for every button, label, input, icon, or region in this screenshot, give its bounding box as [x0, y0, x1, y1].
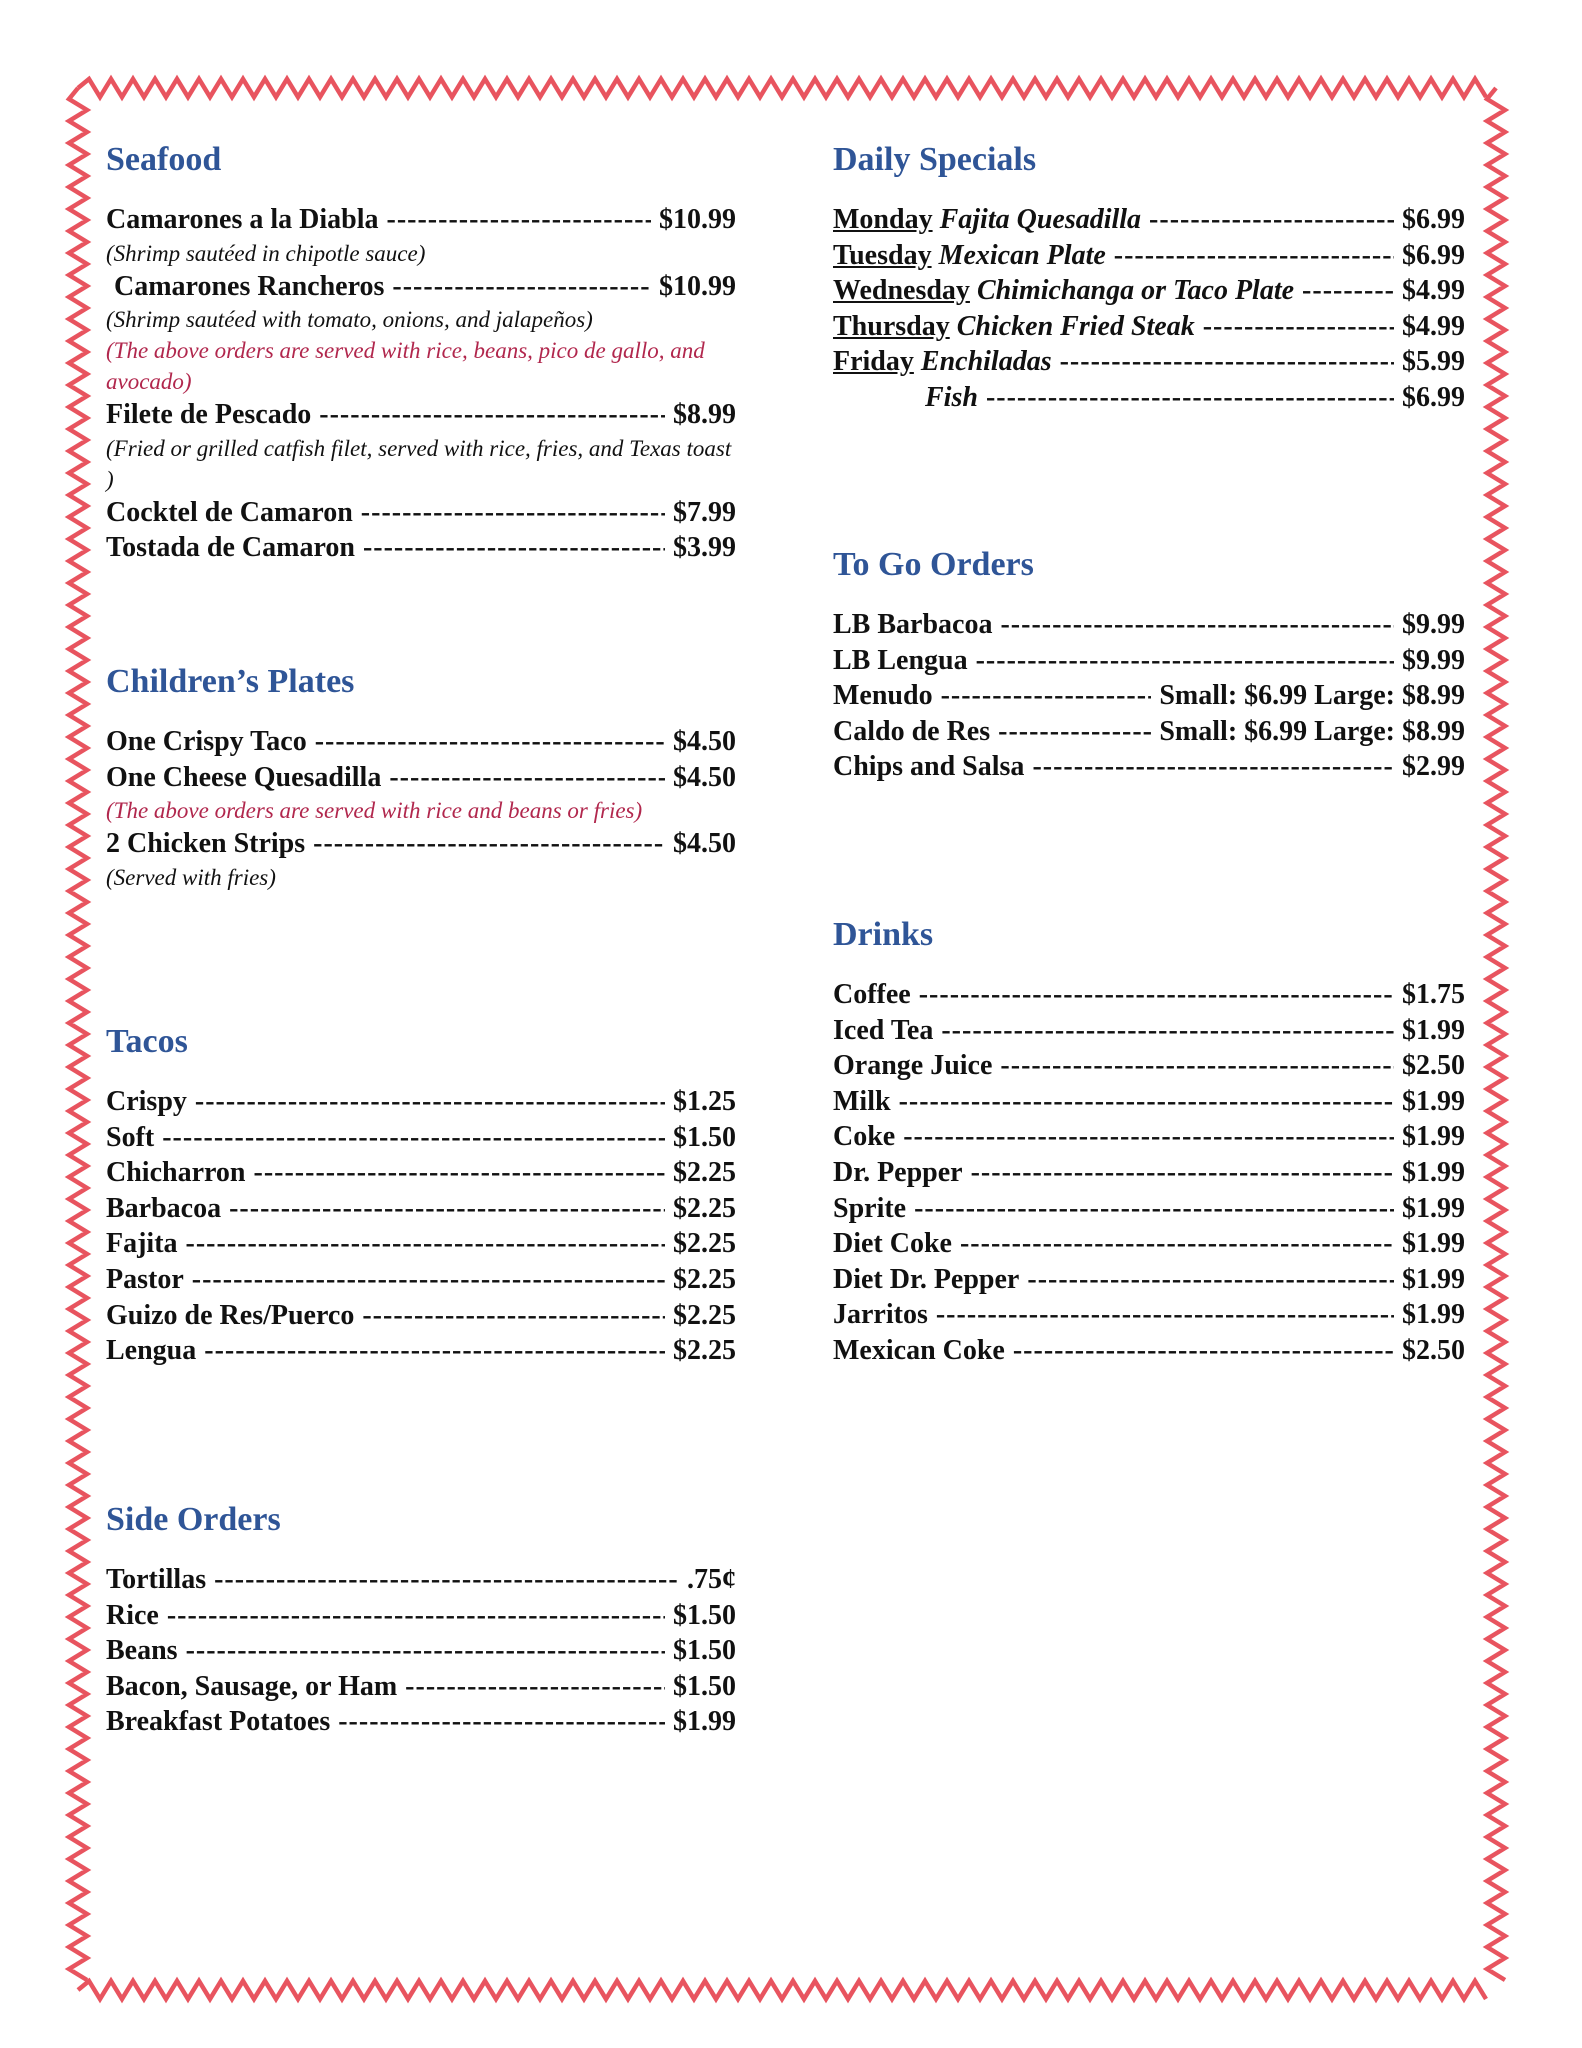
menu-item: Milk ----- $1.99	[833, 1084, 1465, 1120]
special-dish: Fajita Quesadilla	[939, 204, 1142, 235]
menu-item: Dr. Pepper ----- $1.99	[833, 1155, 1465, 1191]
menu-item: Coffee ----- $1.75	[833, 977, 1465, 1013]
menu-item: Fajita ----- $2.25	[106, 1226, 736, 1262]
menu-item: Beans ----- $1.50	[106, 1633, 736, 1669]
special-dish: Fish	[925, 381, 978, 413]
menu-item: Soft ----- $1.50	[106, 1120, 736, 1156]
to-go-orders-heading: To Go Orders	[833, 546, 1034, 583]
menu-item: Chips and Salsa ----- $2.99	[833, 749, 1465, 785]
special-item: Wednesday Chimichanga or Taco Plate ----- $4.99	[833, 273, 1465, 309]
tacos-section	[106, 1022, 736, 1369]
menu-item: Mexican Coke ----- $2.50	[833, 1333, 1465, 1369]
special-day: Monday	[833, 204, 933, 235]
menu-item: Barbacoa ----- $2.25	[106, 1191, 736, 1227]
childrens-plates-section	[106, 662, 736, 893]
menu-item: Diet Coke ----- $1.99	[833, 1226, 1465, 1262]
seafood-section	[106, 140, 736, 566]
menu-item: Sprite ----- $1.99	[833, 1191, 1465, 1227]
special-dish: Chicken Fried Steak	[956, 310, 1195, 342]
item-description: (Fried or grilled catfish filet, served with rice, fries, and Texas toast )	[106, 435, 732, 492]
menu-item: Cocktel de Camaron ----- $7.99	[106, 495, 736, 531]
side-orders-section	[106, 1500, 736, 1740]
menu-item: Breakfast Potatoes ----- $1.99	[106, 1704, 736, 1740]
special-item: Monday Fajita Quesadilla ----- $6.99	[833, 202, 1465, 238]
menu-item: LB Barbacoa ----- $9.99	[833, 607, 1465, 643]
menu-item: Pastor ----- $2.25	[106, 1262, 736, 1298]
daily-specials-section	[833, 140, 1465, 416]
zigzag-border-edge	[78, 79, 1486, 97]
menu-item: Caldo de Res ----- Small: $6.99 Large: $8.99	[833, 714, 1465, 750]
menu-item: Tostada de Camaron ----- $3.99	[106, 530, 736, 566]
seafood-heading: Seafood	[106, 141, 222, 178]
special-day: Friday	[833, 346, 914, 378]
menu-item: Jarritos ----- $1.99	[833, 1297, 1465, 1333]
to-go-orders-section	[833, 545, 1465, 785]
menu-item: Orange Juice ----- $2.50	[833, 1048, 1465, 1084]
menu-item: Chicharron ----- $2.25	[106, 1155, 736, 1191]
side-orders-heading: Side Orders	[106, 1501, 281, 1538]
zigzag-border-edge	[69, 88, 87, 1980]
special-dish: Chimichanga or Taco Plate	[976, 275, 1295, 307]
special-item: Friday Enchiladas ----- $5.99	[833, 344, 1465, 380]
menu-item: 2 Chicken Strips ----- $4.50	[106, 826, 736, 862]
item-description: (Shrimp sautéed in chipotle sauce)	[106, 240, 426, 266]
menu-item: Coke ----- $1.99	[833, 1119, 1465, 1155]
served-note: (The above orders are served with rice and beans or fries)	[106, 798, 643, 824]
menu-item: Lengua ----- $2.25	[106, 1333, 736, 1369]
special-day: Thursday	[833, 310, 950, 342]
menu-item: One Cheese Quesadilla ----- $4.50	[106, 760, 736, 796]
menu-item: LB Lengua ----- $9.99	[833, 643, 1465, 679]
menu-item: Bacon, Sausage, or Ham ----- $1.50	[106, 1669, 736, 1705]
special-dish: Enchiladas	[920, 346, 1052, 378]
special-dish: Mexican Plate	[938, 239, 1106, 271]
drinks-heading: Drinks	[833, 916, 934, 953]
drinks-section	[833, 915, 1465, 1369]
menu-item: Iced Tea ----- $1.99	[833, 1013, 1465, 1049]
tacos-heading: Tacos	[106, 1023, 188, 1060]
item-description: (Served with fries)	[106, 864, 276, 890]
served-note: (The above orders are served with rice, beans, pico de gallo, and avocado)	[106, 338, 705, 395]
special-item: Fish ----- $6.99	[833, 380, 1465, 416]
item-description: (Shrimp sautéed with tomato, onions, and jalapeños)	[106, 307, 593, 333]
menu-item: Rice ----- $1.50	[106, 1598, 736, 1634]
menu-item: Guizo de Res/Puerco ----- $2.25	[106, 1298, 736, 1334]
menu-item: One Crispy Taco ----- $4.50	[106, 724, 736, 760]
menu-item: Menudo ----- Small: $6.99 Large: $8.99	[833, 678, 1465, 714]
menu-item: Tortillas ----- .75¢	[106, 1562, 736, 1598]
special-day: Tuesday	[833, 239, 932, 271]
childrens-plates-heading: Children’s Plates	[106, 663, 355, 700]
menu-item: Diet Dr. Pepper ----- $1.99	[833, 1262, 1465, 1298]
daily-specials-heading: Daily Specials	[833, 141, 1037, 178]
special-item: Tuesday Mexican Plate ----- $6.99	[833, 238, 1465, 274]
menu-item: Camarones a la Diabla ----- $10.99	[106, 202, 736, 238]
menu-item: Filete de Pescado ----- $8.99	[106, 397, 736, 433]
zigzag-border-edge	[1487, 88, 1505, 1980]
zigzag-border-edge	[78, 1981, 1486, 1999]
menu-item: Crispy ----- $1.25	[106, 1084, 736, 1120]
special-item: Thursday Chicken Fried Steak ----- $4.99	[833, 309, 1465, 345]
menu-item: Camarones Rancheros ----- $10.99	[106, 269, 736, 305]
special-day: Wednesday	[833, 275, 970, 307]
